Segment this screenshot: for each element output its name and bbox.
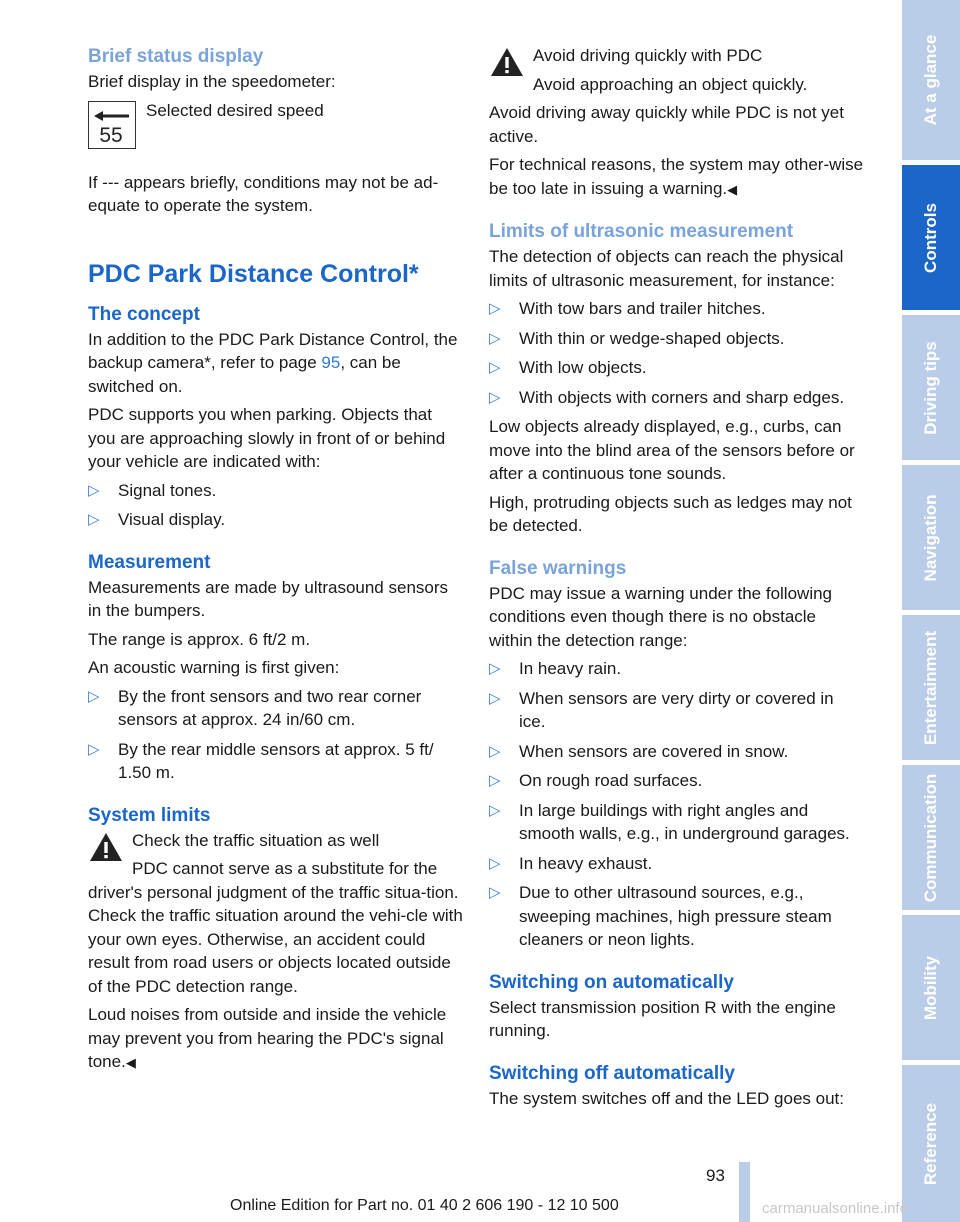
list-item: ▷ Due to other ultrasound sources, e.g., sweeping machines, high pressure steam cleaners or neon lights.: [489, 883, 832, 949]
false-warnings-list: [489, 657, 864, 952]
system-limits-heading: System limits: [88, 804, 211, 826]
list-item: ▷ By the rear middle sensors at approx. 5 ft/ 1.50 m.: [88, 739, 434, 782]
brief-status-note: If --- appears briefly, conditions may not be ad-equate to operate the system.: [88, 172, 439, 215]
false-warnings-paragraph: PDC may issue a warning under the following conditions even though there is no obstacle within the detection range:: [489, 583, 833, 650]
bullet-icon: ▷: [489, 801, 501, 819]
list-item: ▷ In heavy exhaust.: [489, 852, 864, 876]
measurement-heading: Measurement: [88, 551, 211, 573]
chapter-sidebar: [902, 0, 960, 1222]
measurement-paragraph-1: Measurements are made by ultrasound sensors in the bumpers.: [88, 577, 449, 620]
warning-title: Check the traffic situation as well: [132, 830, 380, 850]
false-warnings-heading: False warnings: [489, 557, 627, 579]
measurement-paragraph-3: An acoustic warning is first given:: [88, 658, 340, 677]
ultrasonic-paragraph-2: Low objects already displayed, e.g., curbs, can move into the blind area of the sensors before or after a continuous tone sounds.: [489, 417, 855, 483]
concept-heading: The concept: [88, 303, 200, 325]
list-item: ▷ In heavy rain.: [489, 657, 864, 681]
list-item: ▷ Visual display.: [88, 508, 463, 532]
tab-navigation[interactable]: Navigation: [902, 465, 960, 610]
list-item: ▷ By the front sensors and two rear corner sensors at approx. 24 in/60 cm.: [88, 686, 422, 729]
warning-paragraph-2: Loud noises from outside and inside the vehicle may prevent you from hearing the PDC's signal tone.◀: [88, 1005, 447, 1071]
tab-entertainment[interactable]: Entertainment: [902, 615, 960, 760]
bullet-icon: ▷: [88, 481, 100, 499]
tab-communication[interactable]: Communication: [902, 765, 960, 910]
list-item: ▷ Signal tones.: [88, 479, 463, 503]
bullet-icon: ▷: [88, 687, 100, 705]
measurement-list: [88, 685, 463, 785]
bullet-icon: ▷: [489, 742, 501, 760]
brief-status-intro: Brief display in the speedometer:: [88, 72, 336, 91]
warning-title: Avoid driving quickly with PDC: [533, 46, 763, 65]
tab-at-a-glance[interactable]: At a glance: [902, 0, 960, 160]
ultrasonic-paragraph-3: High, protruding objects such as ledges may not be detected.: [489, 492, 852, 535]
bullet-icon: ▷: [88, 740, 100, 758]
page-number-bar: [739, 1162, 750, 1222]
bullet-icon: ▷: [489, 359, 501, 376]
warning-box-speed: [489, 44, 864, 96]
page-number: 93: [706, 1166, 725, 1185]
bullet-icon: ▷: [88, 511, 100, 528]
warning-paragraph-2: For technical reasons, the system may other-wise be too late in issuing a warning.◀: [489, 155, 864, 198]
bullet-icon: ▷: [489, 772, 501, 789]
list-item: ▷ When sensors are covered in snow.: [489, 740, 864, 764]
measurement-paragraph-2: The range is approx. 6 ft/2 m.: [88, 629, 311, 649]
bullet-icon: ▷: [489, 884, 501, 901]
speed-indicator-row: [88, 99, 463, 157]
desired-speed-label: Selected desired speed: [146, 100, 324, 120]
list-item: ▷ On rough road surfaces.: [489, 769, 864, 793]
switch-on-heading: Switching on automatically: [489, 971, 734, 993]
bullet-icon: ▷: [489, 300, 501, 317]
ultrasonic-paragraph-1: The detection of objects can reach the physical limits of ultrasonic measurement, for instance:: [489, 247, 844, 290]
bullet-icon: ▷: [489, 660, 501, 677]
bullet-icon: ▷: [489, 854, 501, 872]
tab-reference[interactable]: Reference: [902, 1065, 960, 1222]
concept-list: [88, 479, 463, 532]
tab-driving-tips[interactable]: Driving tips: [902, 315, 960, 460]
warning-body: PDC cannot serve as a substitute for the driver's personal judgment of the traffic situa-tion. Check the traffic situation around the vehi-cle with your own eyes. Otherwise, an accident could result from road users or objects located outside of the PDC detection range.: [88, 859, 463, 996]
switch-off-paragraph: The system switches off and the LED goes out:: [489, 1088, 844, 1108]
ultrasonic-list: [489, 297, 864, 409]
desired-speed-icon: [88, 101, 136, 149]
desired-speed-number: 55: [99, 123, 123, 147]
warning-box-traffic: [88, 829, 463, 999]
footer-edition: Online Edition for Part no. 01 40 2 606 190 - 12 10 500: [230, 1197, 619, 1214]
watermark: carmanualsonline.info: [762, 1200, 908, 1217]
warning-triangle-icon: [489, 46, 525, 78]
tab-mobility[interactable]: Mobility: [902, 915, 960, 1060]
switch-on-paragraph: Select transmission position R with the engine running.: [489, 997, 836, 1040]
concept-paragraph-2: PDC supports you when parking. Objects that you are approaching slowly in front of or behind your vehicle are indicated with:: [88, 405, 446, 471]
warning-paragraph-1: Avoid driving away quickly while PDC is not yet active.: [489, 103, 844, 146]
list-item: ▷ When sensors are very dirty or covered in ice.: [489, 688, 834, 731]
left-column: [88, 44, 463, 1080]
page-link-95[interactable]: 95: [321, 353, 341, 372]
end-marker-icon: ◀: [125, 1055, 136, 1070]
bullet-icon: ▷: [489, 388, 501, 406]
list-item: ▷ With objects with corners and sharp edges.: [489, 386, 864, 410]
tab-controls[interactable]: Controls: [902, 165, 960, 310]
list-item: ▷ With low objects.: [489, 356, 864, 380]
brief-status-heading: Brief status display: [88, 46, 264, 67]
list-item: ▷ In large buildings with right angles and smooth walls, e.g., in underground garages.: [489, 800, 850, 843]
ultrasonic-limits-heading: Limits of ultrasonic measurement: [489, 221, 794, 242]
right-column: [489, 44, 864, 1115]
warning-triangle-icon: [88, 831, 124, 863]
bullet-icon: ▷: [489, 689, 501, 707]
concept-paragraph-1: In addition to the PDC Park Distance Control, the backup camera*, refer to page 95, can be switched on.: [88, 329, 458, 396]
bullet-icon: ▷: [489, 329, 501, 347]
pdc-title: PDC Park Distance Control*: [88, 259, 419, 288]
list-item: ▷ With thin or wedge-shaped objects.: [489, 327, 864, 351]
list-item: ▷ With tow bars and trailer hitches.: [489, 297, 864, 321]
switch-off-heading: Switching off automatically: [489, 1062, 735, 1084]
warning-line: Avoid approaching an object quickly.: [533, 74, 808, 94]
end-marker-icon: ◀: [727, 181, 738, 197]
